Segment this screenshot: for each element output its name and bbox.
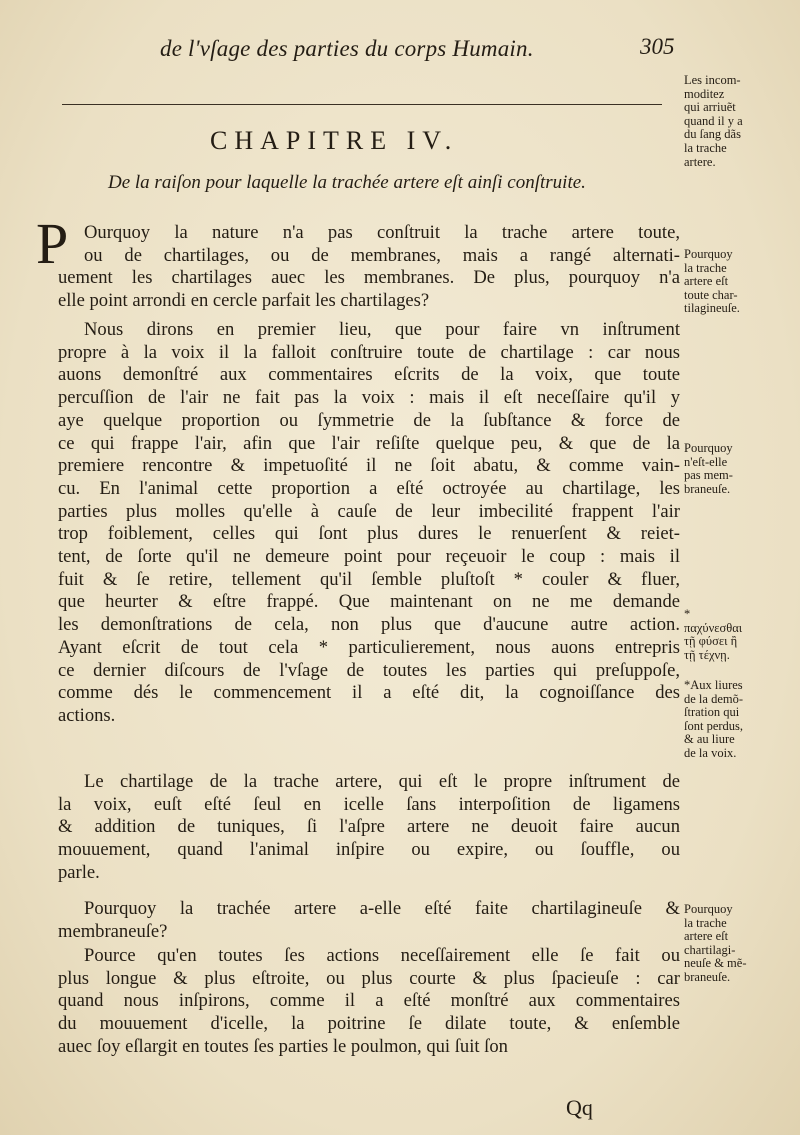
text-line: cu. En l'animal cette proportion a eſté octroyée au chartilage, les bbox=[58, 477, 680, 499]
marginal-note-line: παχύνεσθαι bbox=[684, 620, 743, 635]
marginal-note bbox=[684, 903, 794, 985]
running-head: de l'vſage des parties du corps Humain. bbox=[160, 36, 534, 61]
page-number: 305 bbox=[640, 34, 675, 59]
text-line: quand nous inſpirons, comme il a eſté monſtré aux commentaires bbox=[58, 990, 680, 1012]
marginal-note-line: quand il y a bbox=[684, 113, 743, 128]
marginal-note-line: de la demõ- bbox=[684, 691, 744, 706]
marginal-note-line: toute char- bbox=[684, 287, 738, 302]
marginal-note bbox=[684, 442, 794, 496]
text-line: propre à la voix il la falloit conſtruire toute de chartilage : car nous bbox=[58, 341, 680, 363]
marginal-note bbox=[684, 248, 794, 316]
marginal-note-line: qui arriuẽt bbox=[684, 100, 736, 115]
marginal-note-line: τῇ τέχνῃ. bbox=[684, 647, 730, 662]
text-line: comme dés le commencement il a eſté dit, la cognoiſſance des bbox=[58, 682, 680, 704]
marginal-note-line: braneuſe. bbox=[684, 481, 731, 496]
paragraph bbox=[58, 898, 680, 943]
text-line: ce qui frappe l'air, afin que l'air reſiſte quelque peu, & que de la bbox=[58, 432, 680, 454]
text-line: mouuement, quand l'animal inſpire ou expire, ou ſouffle, ou bbox=[58, 839, 680, 861]
text-line: Nous dirons en premier lieu, que pour faire vn inſtrument bbox=[84, 319, 680, 340]
marginal-note-line: & au liure bbox=[684, 732, 735, 747]
text-line: membraneuſe? bbox=[58, 920, 168, 942]
text-line: Ayant eſcrit de tout cela * particulierement, nous auons entrepris bbox=[58, 636, 680, 658]
signature-mark: Qq bbox=[566, 1095, 593, 1120]
marginal-note-line: Les incom- bbox=[684, 73, 741, 87]
text-line: plus longue & plus eſtroite, ou plus courte & plus ſpacieuſe : car bbox=[58, 967, 680, 989]
marginal-note-line: tilagineuſe. bbox=[684, 301, 740, 316]
marginal-note-line: du ſang dãs bbox=[684, 127, 741, 142]
text-line: Ourquoy la nature n'a pas conſtruit la trache artere toute, bbox=[84, 222, 680, 243]
text-line: la voix, euſt eſté ſeul en icelle ſans interpoſition de ligamens bbox=[58, 793, 680, 815]
marginal-note-line: la trache bbox=[684, 140, 727, 155]
text-line: parties plus molles qu'elle à cauſe de leur imbecilité frappent l'air bbox=[58, 500, 680, 522]
paragraph bbox=[58, 945, 680, 1059]
text-line: du mouuement d'icelle, la poitrine ſe dilate toute, & enſemble bbox=[58, 1013, 680, 1035]
marginal-note-line: artere eſt bbox=[684, 274, 729, 289]
marginal-note-line: la trache bbox=[684, 915, 727, 930]
text-line: percuſſion de l'air ne fait pas la voix : mais il eſt neceſſaire qu'il y bbox=[58, 387, 680, 409]
drop-cap: P bbox=[36, 211, 69, 276]
marginal-note-line: Pourquoy bbox=[684, 247, 733, 261]
marginal-note-line: pas mem- bbox=[684, 468, 733, 483]
paragraph bbox=[58, 222, 680, 313]
marginal-note bbox=[684, 679, 794, 761]
text-line: que heurter & eſtre frappé. Que maintenant on ne me demande bbox=[58, 591, 680, 613]
marginal-note-line: braneuſe. bbox=[684, 969, 731, 984]
marginal-note-line: Pourquoy bbox=[684, 441, 733, 455]
text-line: ce dernier diſcours de l'vſage de toutes les parties qui preſuppoſe, bbox=[58, 659, 680, 681]
text-line: auons demonſtré aux commentaires eſcrits de la voix, que toute bbox=[58, 364, 680, 386]
chapter-title: CHAPITRE IV. bbox=[210, 126, 459, 155]
text-line: premiere rencontre & impetuoſité il ne ſoit abatu, & comme vain- bbox=[58, 455, 680, 477]
marginal-note-line: neuſe & mẽ- bbox=[684, 956, 747, 971]
text-line: parle. bbox=[58, 861, 100, 883]
marginal-note bbox=[684, 74, 794, 169]
text-line: elle point arrondi en cercle parfait les chartilages? bbox=[58, 290, 430, 312]
paragraph bbox=[58, 771, 680, 885]
marginal-note-line: moditez bbox=[684, 86, 725, 101]
marginal-note bbox=[684, 608, 794, 662]
text-line: les demonſtrations de cela, non plus que d'aucune autre action. bbox=[58, 614, 680, 636]
marginal-note-line: *Aux liures bbox=[684, 678, 743, 692]
marginal-note-line: n'eſt-elle bbox=[684, 454, 728, 469]
marginal-note-line: Pourquoy bbox=[684, 902, 733, 916]
text-line: & addition de tuniques, ſi l'aſpre artere ne deuoit faire aucun bbox=[58, 816, 680, 838]
text-line: Pourquoy la trachée artere a-elle eſté faite chartilagineuſe & bbox=[84, 898, 680, 919]
marginal-note-line: de la voix. bbox=[684, 745, 737, 760]
marginal-note-line: ſtration qui bbox=[684, 705, 740, 720]
text-line: Le chartilage de la trache artere, qui eſt le propre inſtrument de bbox=[84, 771, 680, 792]
text-line: ou de chartilages, ou de membranes, mais a rangé alternati- bbox=[84, 244, 680, 266]
text-line: auec ſoy eſlargit en toutes ſes parties le poulmon, qui ſuit ſon bbox=[58, 1035, 508, 1057]
text-line: tent, de ſorte qu'il ne demeure point pour reçeuoir le coup : mais il bbox=[58, 546, 680, 568]
chapter-subtitle: De la raiſon pour laquelle la trachée artere eſt ainſi conſtruite. bbox=[108, 172, 586, 193]
marginal-note-line: τῇ φύσει ἢ bbox=[684, 634, 738, 649]
text-line: fuit & ſe retire, tellement qu'il ſemble pluſtoſt * couler & fluer, bbox=[58, 568, 680, 590]
text-line: uement les chartilages auec les membranes. De plus, pourquoy n'a bbox=[58, 267, 680, 289]
marginal-note-line: artere. bbox=[684, 154, 716, 169]
marginal-note-line: la trache bbox=[684, 260, 727, 275]
marginal-note-line: ſont perdus, bbox=[684, 718, 744, 733]
marginal-note-line: artere eſt bbox=[684, 929, 729, 944]
text-line: Pource qu'en toutes ſes actions neceſſairement elle ſe fait ou bbox=[84, 945, 680, 966]
text-line: aye quelque proportion ou ſymmetrie de la ſubſtance & force de bbox=[58, 409, 680, 431]
marginal-note-line: * bbox=[684, 607, 691, 621]
paragraph bbox=[58, 319, 680, 728]
header-rule bbox=[62, 104, 662, 105]
marginal-note-line: chartilagi- bbox=[684, 942, 736, 957]
text-line: actions. bbox=[58, 704, 116, 726]
text-line: trop foiblement, celles qui ſont plus dures le renuerſent & reiet- bbox=[58, 523, 680, 545]
